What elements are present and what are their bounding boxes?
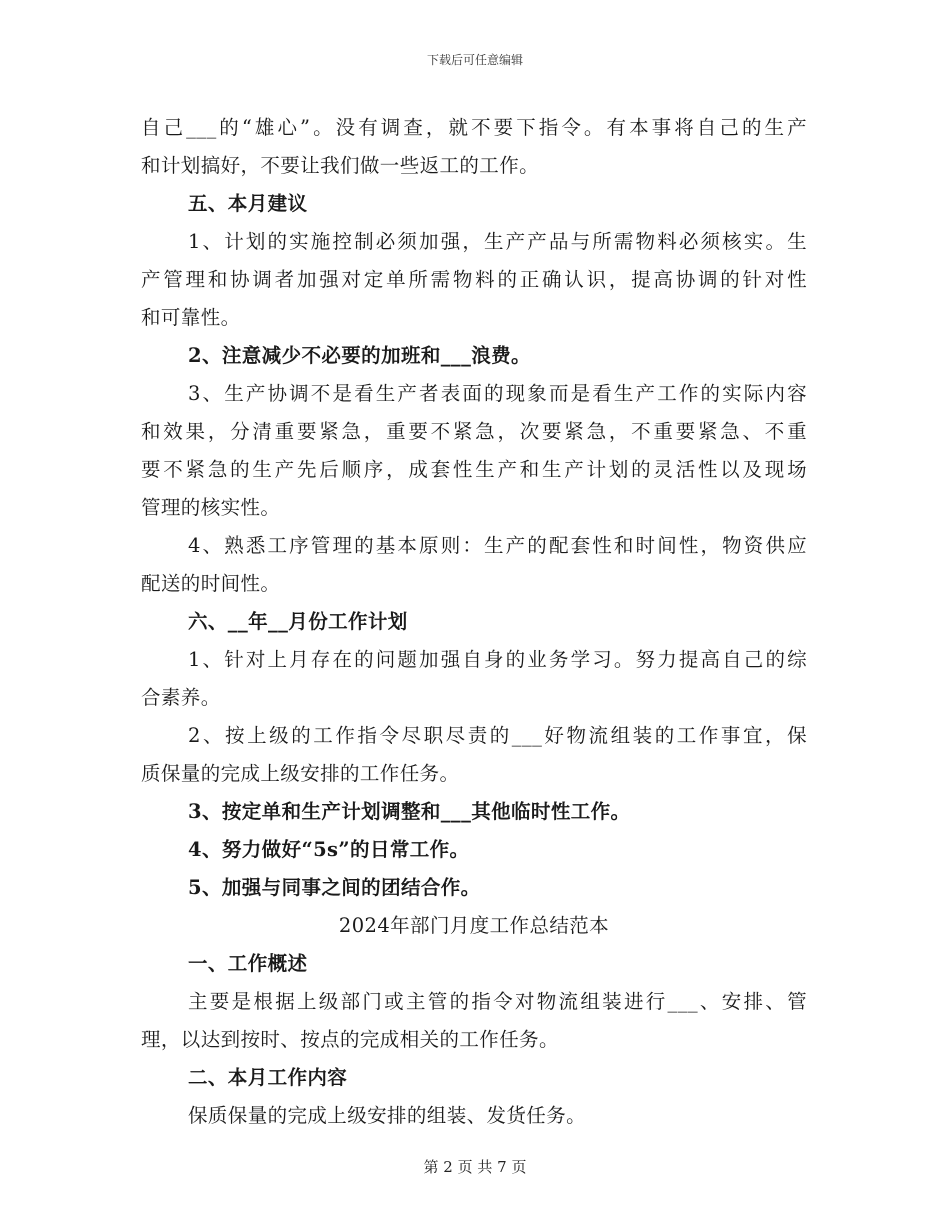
body-line-12: 4、熟悉工序管理的基本原则：生产的配套性和时间性，物资供应	[188, 534, 807, 557]
body-line-24: 主要是根据上级部门或主管的指令对物流组装进行___、安排、管	[188, 990, 807, 1013]
body-line-6: 和可靠性。	[141, 306, 241, 329]
page-header: 下载后可任意编辑	[426, 53, 523, 67]
body-line-25: 理，以达到按时、按点的完成相关的工作任务。	[141, 1028, 559, 1051]
body-line-15: 1、针对上月存在的问题加强自身的业务学习。努力提高自己的综	[188, 648, 807, 671]
body-line-2: 和计划搞好，不要让我们做一些返工的工作。	[141, 154, 540, 177]
body-line-17: 2、按上级的工作指令尽职尽责的___好物流组装的工作事宜，保	[188, 724, 807, 747]
body-line-8: 3、生产协调不是看生产者表面的现象而是看生产工作的实际内容	[188, 382, 807, 405]
body-line-18: 质保量的完成上级安排的工作任务。	[141, 762, 460, 785]
body-line-4: 1、计划的实施控制必须加强，生产产品与所需物料必须核实。生	[188, 230, 807, 253]
document-title: 2024年部门月度工作总结范本	[338, 914, 610, 937]
body-line-13: 配送的时间性。	[141, 572, 281, 595]
page-footer: 第 2 页 共 7 页	[423, 1158, 527, 1176]
section-heading-recommendations: 五、本月建议	[188, 192, 308, 215]
body-line-9: 和效果，分清重要紧急，重要不紧急，次要紧急，不重要紧急、不重	[141, 420, 807, 443]
body-line-20: 4、努力做好“5s”的日常工作。	[188, 838, 470, 861]
body-line-10: 要不紧急的生产先后顺序，成套性生产和生产计划的灵活性以及现场	[141, 458, 807, 481]
body-line-1: 自己___的“雄心”。没有调查，就不要下指令。有本事将自己的生产	[141, 116, 807, 139]
body-line-21: 5、加强与同事之间的团结合作。	[188, 876, 481, 899]
body-line-19: 3、按定单和生产计划调整和___其他临时性工作。	[188, 800, 631, 823]
section-heading-work-content: 二、本月工作内容	[188, 1066, 348, 1089]
body-line-27: 保质保量的完成上级安排的组装、发货任务。	[188, 1104, 587, 1127]
body-line-7: 2、注意减少不必要的加班和___浪费。	[188, 344, 531, 367]
section-heading-overview: 一、工作概述	[188, 952, 308, 975]
body-line-5: 产管理和协调者加强对定单所需物料的正确认识，提高协调的针对性	[141, 268, 807, 291]
document-body	[141, 109, 807, 1135]
body-line-16: 合素养。	[141, 686, 221, 709]
section-heading-work-plan: 六、__年__月份工作计划	[188, 610, 408, 633]
body-line-11: 管理的核实性。	[141, 496, 281, 519]
